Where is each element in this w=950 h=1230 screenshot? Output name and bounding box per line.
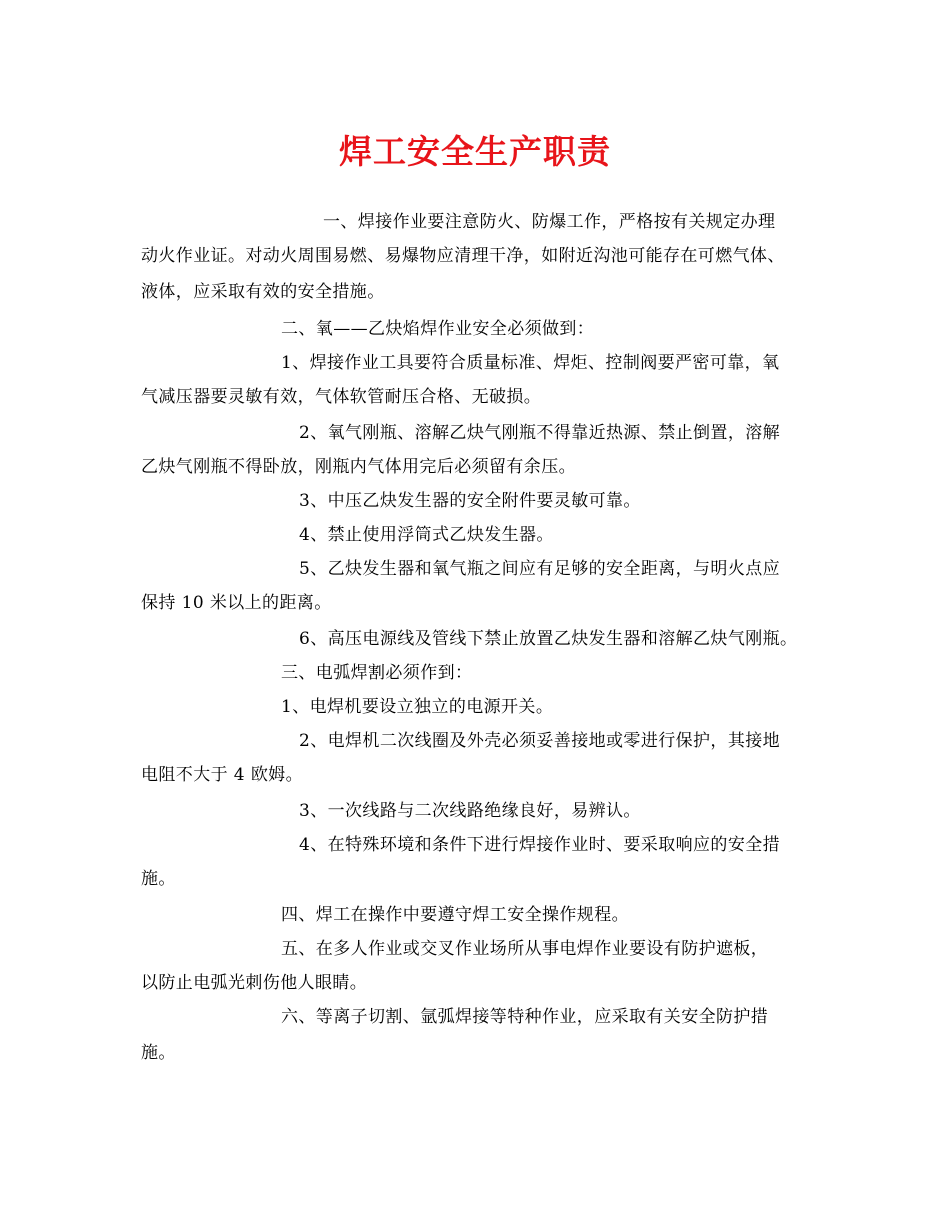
- paragraph-line: 乙炔气刚瓶不得卧放，刚瓶内气体用完后必须留有余压。: [141, 457, 576, 477]
- paragraph-line: 3、中压乙炔发生器的安全附件要灵敏可靠。: [299, 491, 641, 511]
- section-heading: 五、在多人作业或交叉作业场所从事电焊作业要设有防护遮板，: [281, 939, 769, 959]
- paragraph-line: 1、焊接作业工具要符合质量标准、焊炬、控制阀要严密可靠，氧: [281, 353, 780, 373]
- paragraph-line: 6、高压电源线及管线下禁止放置乙炔发生器和溶解乙炔气刚瓶。: [299, 629, 798, 649]
- section-heading: 六、等离子切割、氩弧焊接等特种作业，应采取有关安全防护措: [281, 1007, 769, 1027]
- paragraph-line: 1、电焊机要设立独立的电源开关。: [281, 697, 554, 717]
- paragraph-line: 电阻不大于 4 欧姆。: [141, 765, 304, 785]
- section-heading: 四、焊工在操作中要遵守焊工安全操作规程。: [281, 905, 629, 925]
- paragraph-line: 施。: [141, 1043, 176, 1063]
- section-heading: 三、电弧焊割必须作到：: [281, 663, 473, 683]
- paragraph-line: 以防止电弧光刺伤他人眼睛。: [141, 973, 368, 993]
- paragraph-line: 2、电焊机二次线圈及外壳必须妥善接地或零进行保护，其接地: [299, 731, 781, 751]
- paragraph-line: 5、乙炔发生器和氧气瓶之间应有足够的安全距离，与明火点应: [299, 559, 781, 579]
- document-title: 焊工安全生产职责: [339, 132, 611, 171]
- paragraph-line: 保持 10 米以上的距离。: [141, 593, 332, 613]
- paragraph-line: 4、在特殊环境和条件下进行焊接作业时、要采取响应的安全措: [299, 835, 781, 855]
- paragraph-line: 施。: [141, 869, 176, 889]
- paragraph-line: 一、焊接作业要注意防火、防爆工作，严格按有关规定办理: [323, 212, 776, 232]
- paragraph-line: 气减压器要灵敏有效，气体软管耐压合格、无破损。: [141, 387, 542, 407]
- paragraph-line: 3、一次线路与二次线路绝缘良好，易辨认。: [299, 801, 641, 821]
- paragraph-line: 2、氧气刚瓶、溶解乙炔气刚瓶不得靠近热源、禁止倒置，溶解: [299, 423, 781, 443]
- paragraph-line: 4、禁止使用浮筒式乙炔发生器。: [299, 525, 554, 545]
- paragraph-line: 动火作业证。对动火周围易燃、易爆物应清理干净，如附近沟池可能存在可燃气体、: [141, 246, 785, 266]
- paragraph-line: 液体，应采取有效的安全措施。: [141, 282, 385, 302]
- section-heading: 二、氧——乙炔焰焊作业安全必须做到：: [281, 319, 595, 339]
